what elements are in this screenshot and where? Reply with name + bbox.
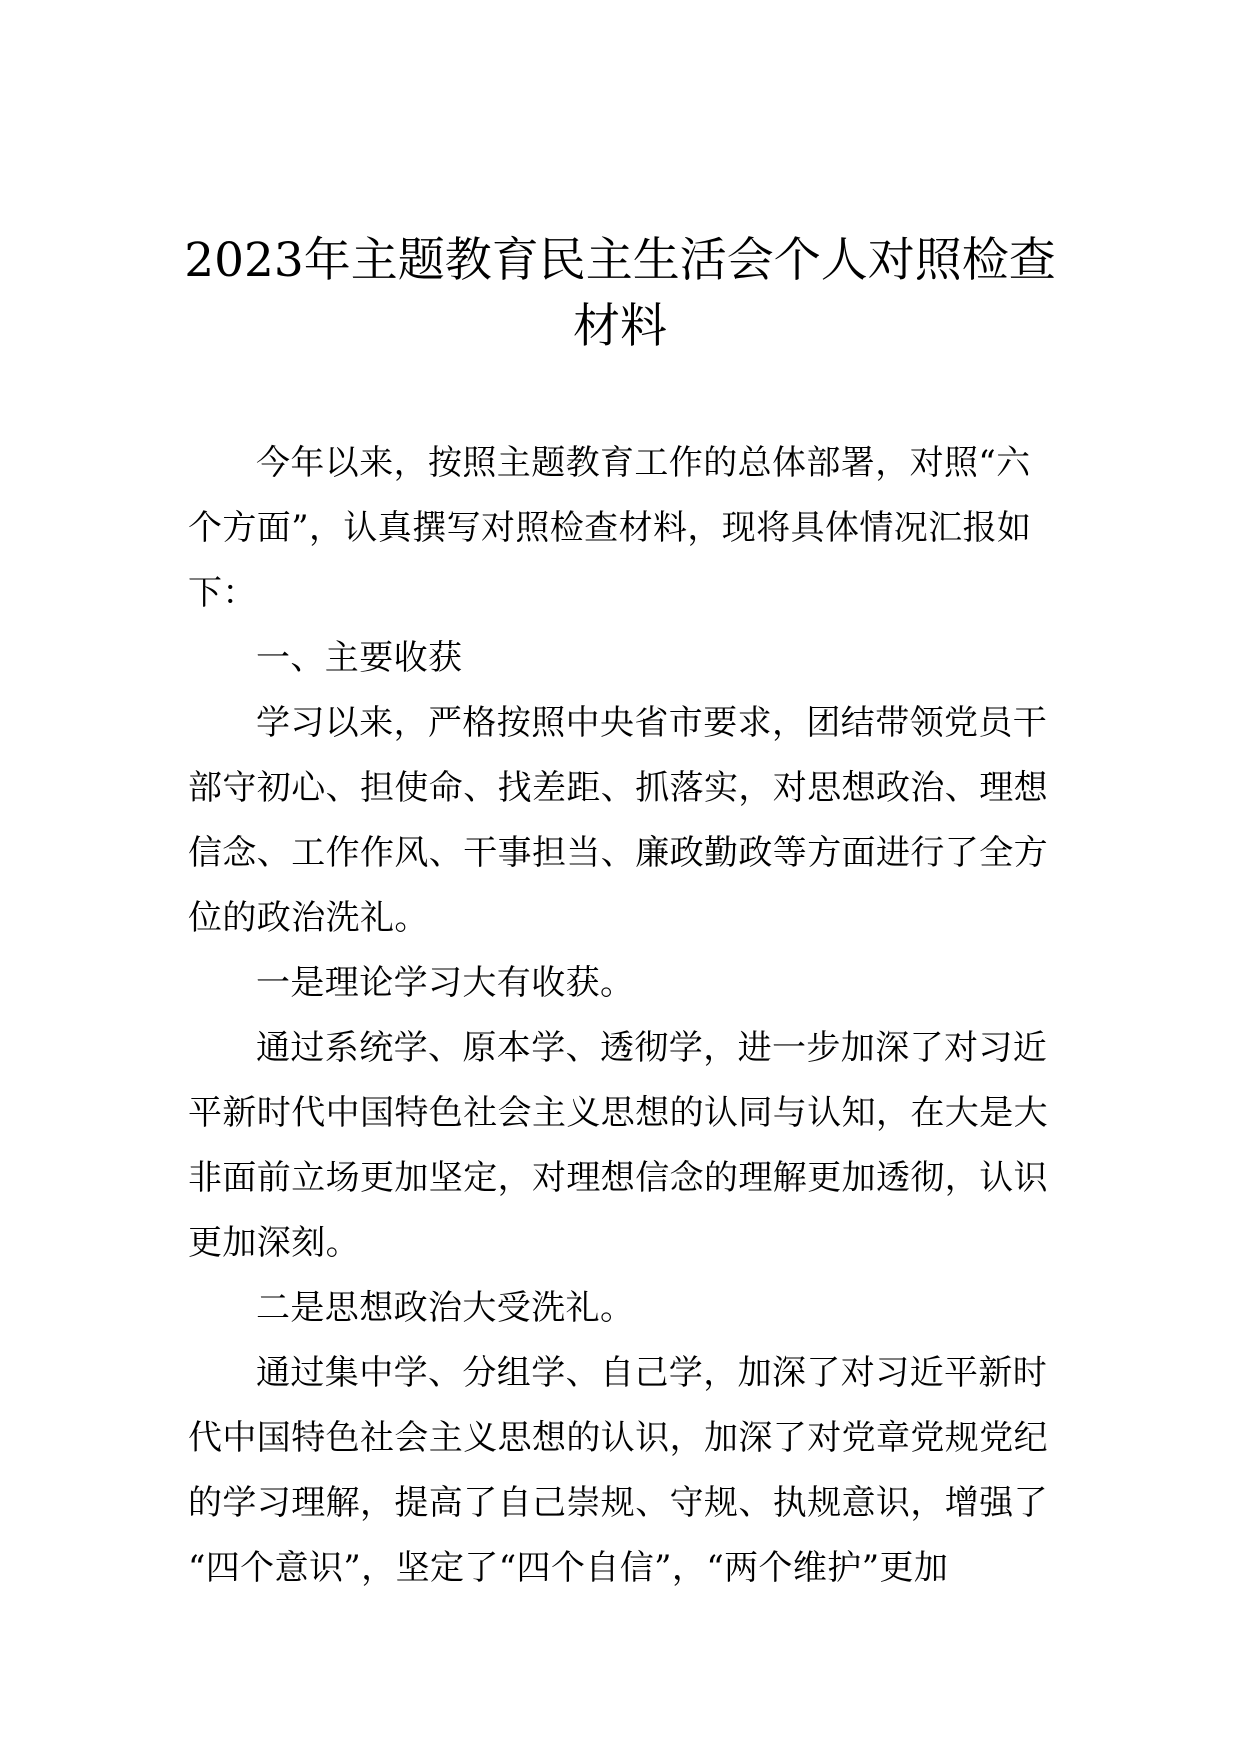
body-text-line: 平新时代中国特色社会主义思想的认同与认知，在大是大 [188,1093,1048,1133]
document-body [188,431,1058,1601]
body-text-line: “四个意识”，坚定了“四个自信”，“两个维护”更加 [188,1548,949,1588]
body-text-line: 信念、工作作风、干事担当、廉政勤政等方面进行了全方 [188,833,1048,873]
body-text-line: 的学习理解，提高了自己崇规、守规、执规意识，增强了 [188,1483,1048,1523]
body-text-line: 今年以来，按照主题教育工作的总体部署，对照“六 [256,443,1031,483]
document-title [160,228,1080,360]
body-text-line: 学习以来，严格按照中央省市要求，团结带领党员干 [256,703,1048,743]
body-text-line: 通过集中学、分组学、自己学，加深了对习近平新时 [256,1353,1048,1393]
body-text-line: 位的政治洗礼。 [188,898,429,938]
body-text-line: 一、主要收获 [256,638,463,678]
body-text-line: 非面前立场更加坚定，对理想信念的理解更加透彻，认识 [188,1158,1048,1198]
body-text-line: 下： [188,573,257,613]
body-text-line: 部守初心、担使命、找差距、抓落实，对思想政治、理想 [188,768,1048,808]
body-text-line: 通过系统学、原本学、透彻学，进一步加深了对习近 [256,1028,1048,1068]
body-text-line: 代中国特色社会主义思想的认识，加深了对党章党规党纪 [188,1418,1048,1458]
body-text-line: 更加深刻。 [188,1223,360,1263]
body-text-line: 一是理论学习大有收获。 [256,963,635,1003]
body-text-line: 二是思想政治大受洗礼。 [256,1288,635,1328]
title-line-2: 材料 [573,299,667,354]
title-line-1: 2023年主题教育民主生活会个人对照检查 [184,233,1056,288]
body-text-line: 个方面”，认真撰写对照检查材料，现将具体情况汇报如 [188,508,1032,548]
